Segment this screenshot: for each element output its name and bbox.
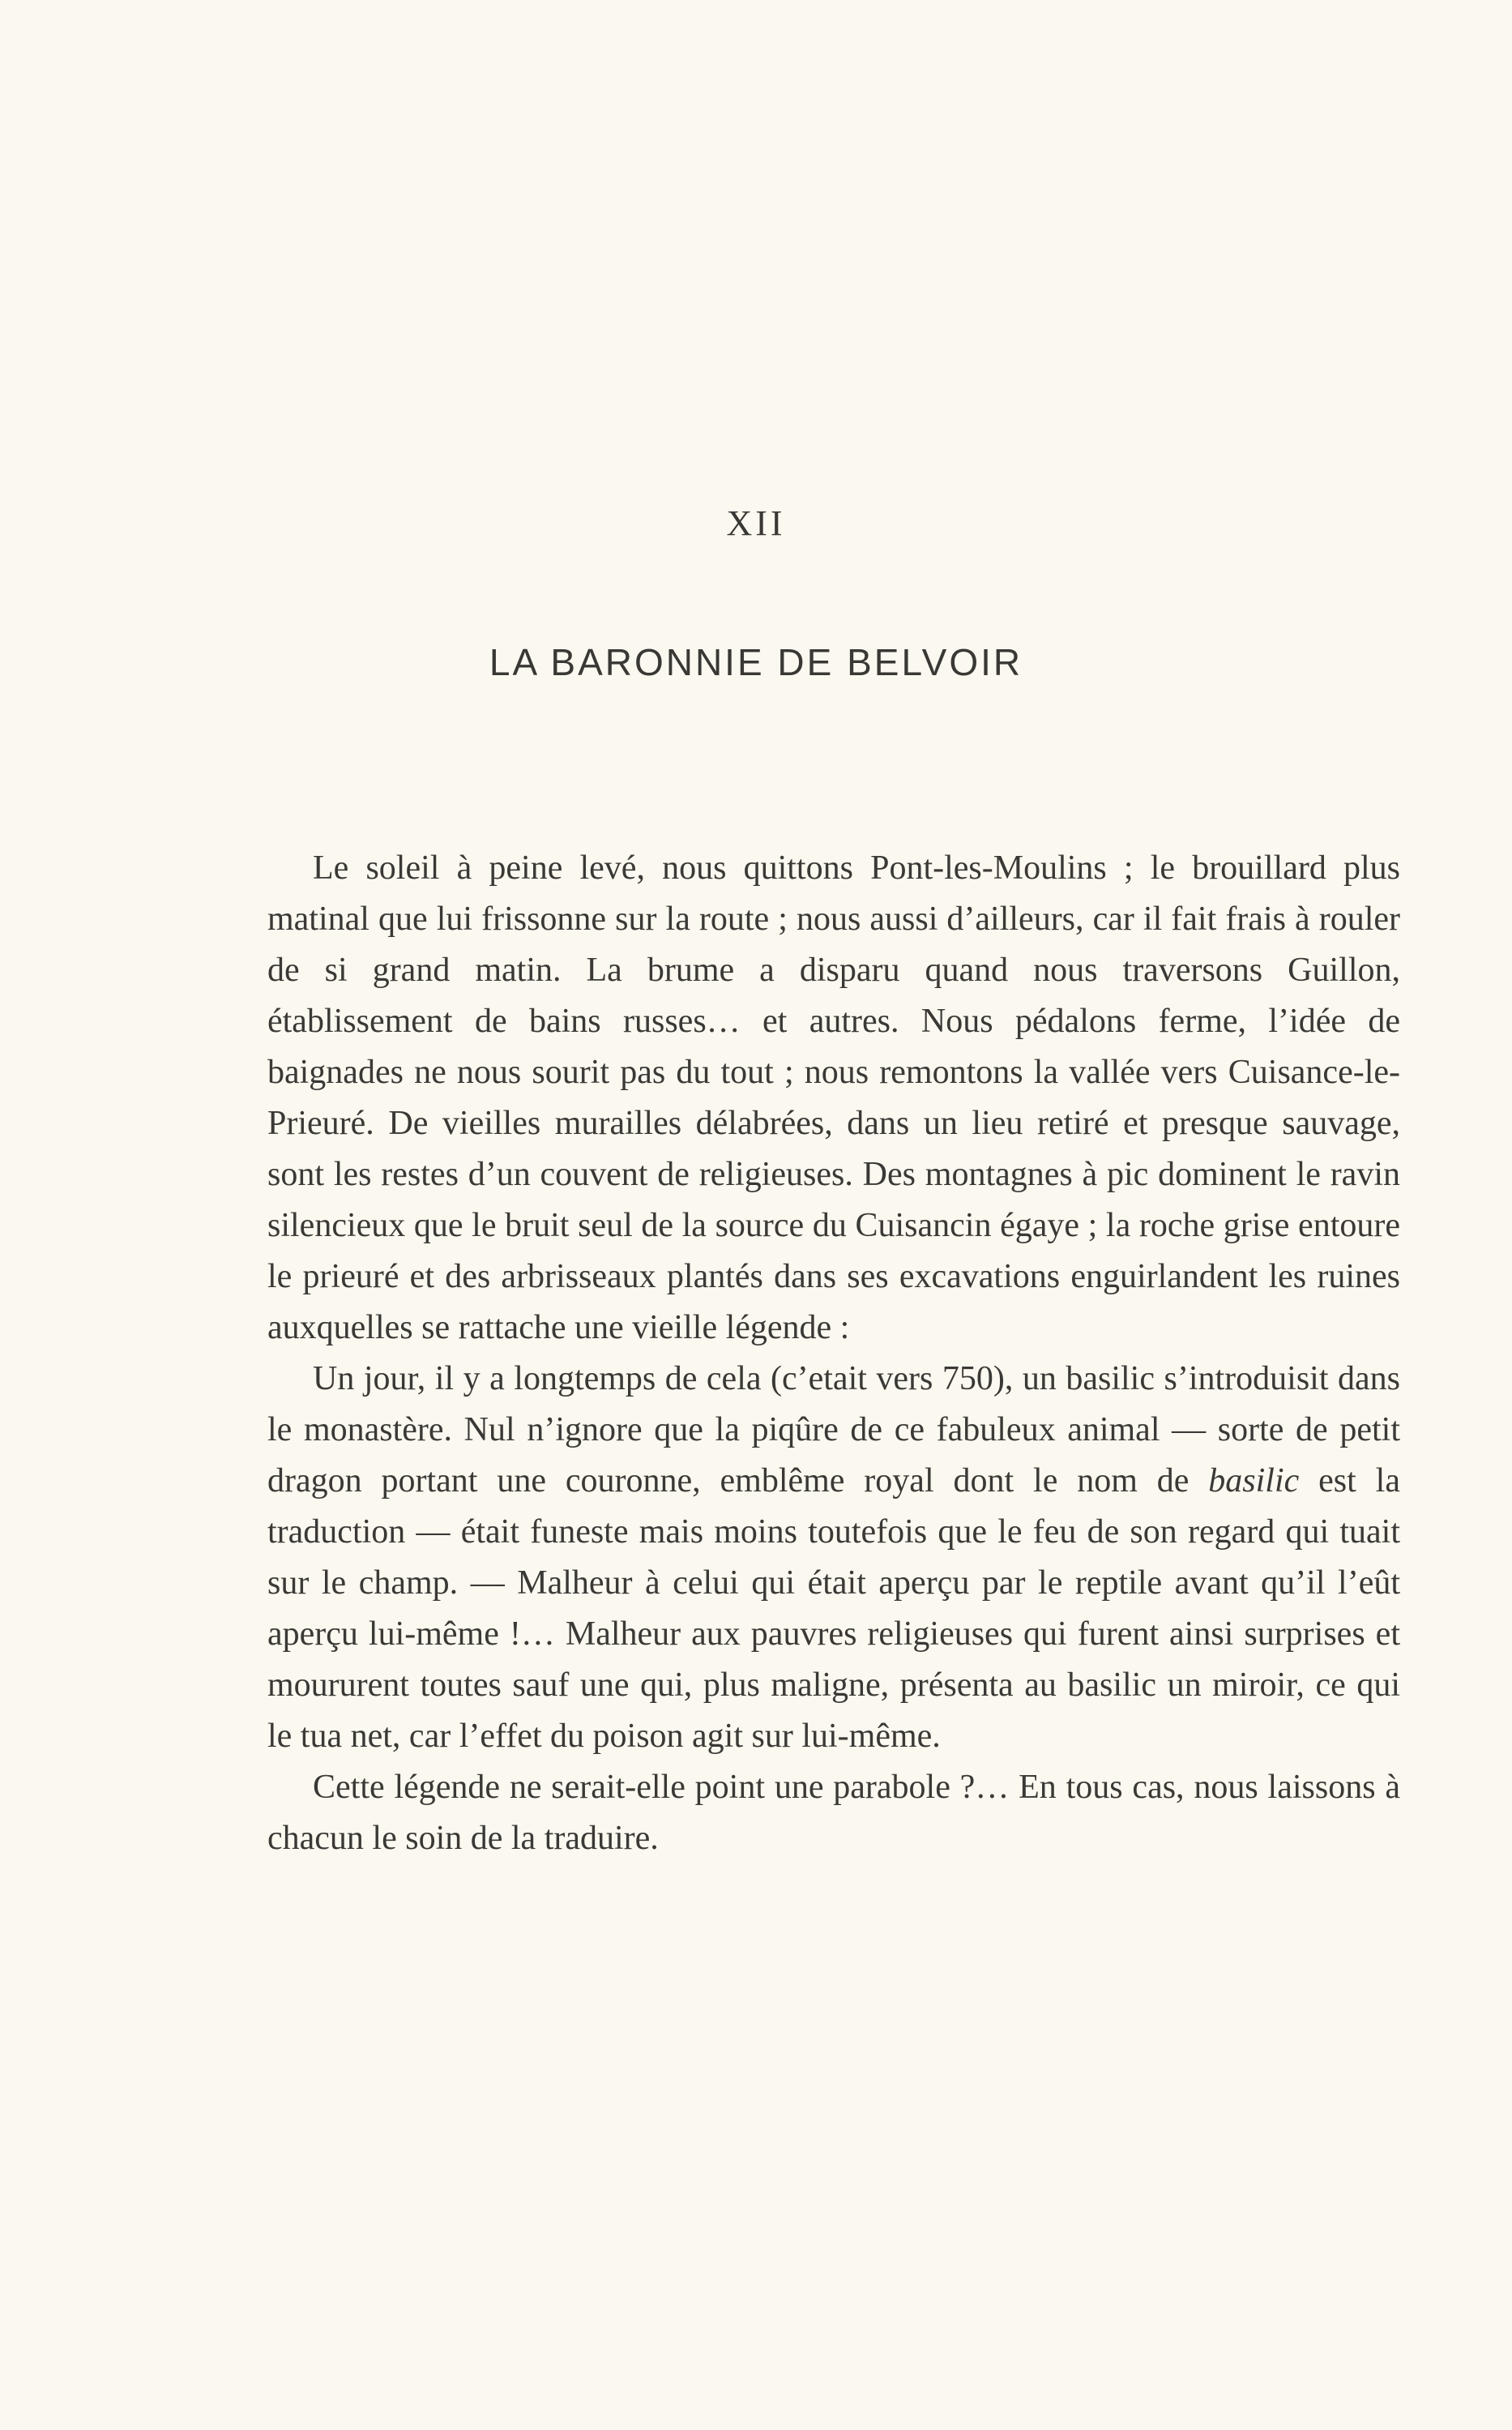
paragraph-2 xyxy=(267,1354,1400,1762)
paragraph-1-text: Le soleil à peine levé, nous quittons Pont-les-Moulins ; le brouillard plus matinal que lui frissonne sur la route ; nous aussi d’ailleurs, car il fait frais à rouler de si grand matin. La brume a disparu quand nous traversons Guillon, établissement de bains russes… et autres. Nous pédalons ferme, l’idée de baignades ne nous sourit pas du tout ; nous remontons la vallée vers Cuisance-le-Prieuré. De vieilles murailles délabrées, dans un lieu retiré et presque sauvage, sont les restes d’un couvent de religieuses. Des montagnes à pic dominent le ravin silencieux que le bruit seul de la source du Cuisancin égaye ; la roche grise entoure le prieuré et des arbrisseaux plantés dans ses excavations enguirlandent les ruines auxquelles se rattache une vieille légende : xyxy=(267,849,1400,1346)
italic-word-basilic: basilic xyxy=(1208,1462,1300,1499)
paragraph-2-text-end: est la traduction — était funeste mais moins toutefois que le feu de son regard qui tuait sur le champ. — Malheur à celui qui était aperçu par le reptile avant qu’il l’eût aperçu lui-même !… Malheur aux pauvres religieuses qui furent ainsi surprises et moururent toutes sauf une qui, plus maligne, présenta au basilic un miroir, ce qui le tua net, car l’effet du poison agit sur lui-même. xyxy=(267,1462,1400,1755)
chapter-body xyxy=(267,843,1400,1864)
paragraph-3-text: Cette légende ne serait-elle point une parabole ?… En tous cas, nous laissons à chacun le soin de la traduire. xyxy=(267,1769,1400,1857)
paragraph-2-text-start: Un jour, il y a longtemps de cela (c’etait vers 750), un basilic s’introduisit dans le monastère. Nul n’ignore que la piqûre de ce fabuleux animal — sorte de petit dragon portant une couronne, emblême royal dont le nom de xyxy=(267,1360,1400,1499)
paragraph-3 xyxy=(267,1762,1400,1864)
chapter-title: LA BARONNIE DE BELVOIR xyxy=(489,641,1023,683)
paragraph-1 xyxy=(267,843,1400,1354)
chapter-number: XII xyxy=(726,503,786,543)
